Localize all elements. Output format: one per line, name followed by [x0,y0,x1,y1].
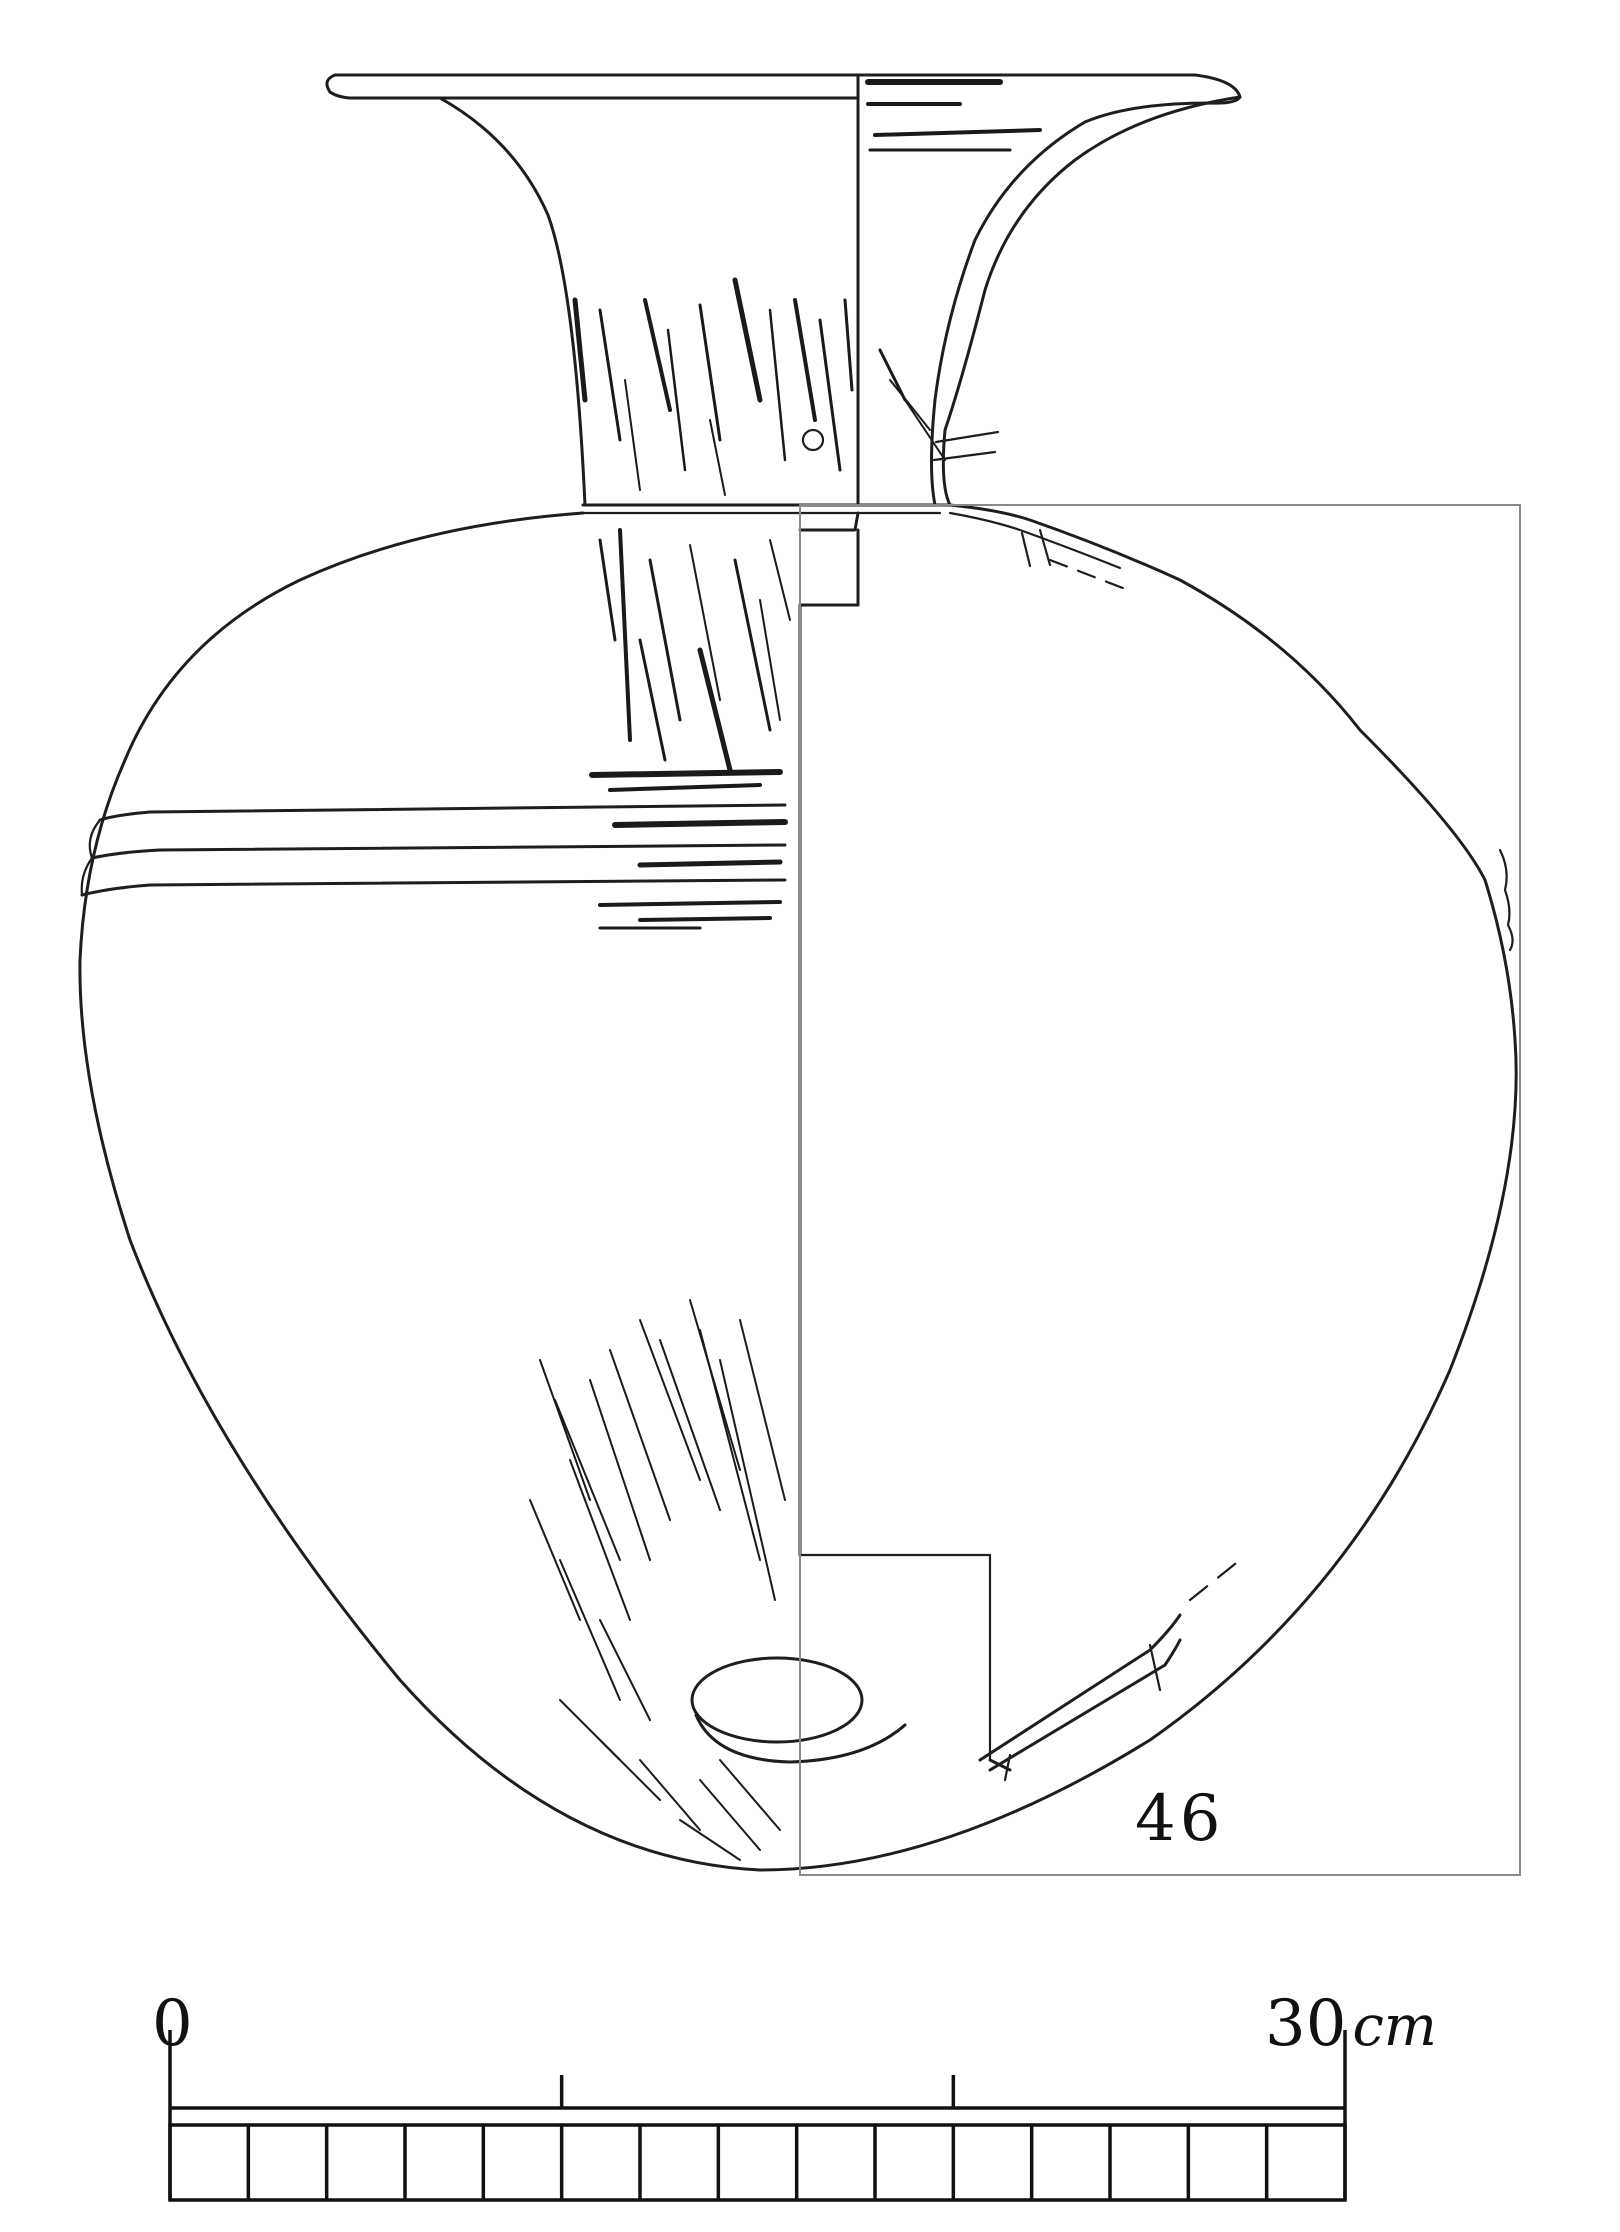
scale-cell-row [170,2125,1345,2200]
scale-bar-marks [170,2030,1345,2200]
jar-lower-hatching [530,1300,785,1860]
scale-unit: cm [1352,1994,1437,2059]
jar-band [82,805,785,895]
scale-end-label: 30 cm [1265,1987,1437,2061]
figure-number: 46 [1135,1782,1225,1856]
jar-body [80,505,1516,1870]
scale-bar [152,1987,1437,2200]
jar-shoulder-hatching [592,530,790,928]
jar-section-cut [800,513,1240,1780]
jar-base-mark [692,1658,905,1762]
jar-neck-hatching [575,82,1040,495]
scale-start-label: 0 [152,1987,193,2061]
